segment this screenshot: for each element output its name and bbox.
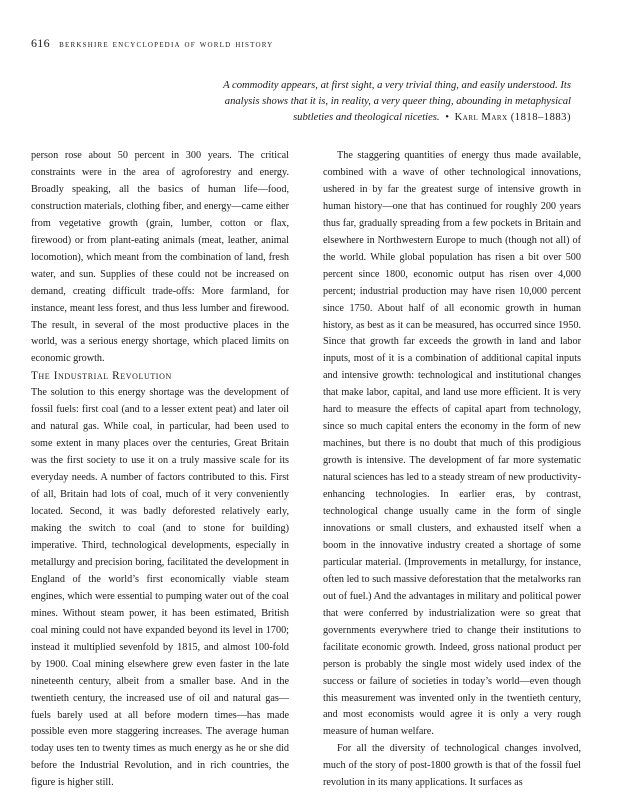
epigraph-author: Karl Marx (1818–1883) (454, 112, 571, 123)
body-paragraph: person rose about 50 percent in 300 years. The critical constraints were in the area of agroforestry and energy. Broadly speaking, all the basics of human life—food, construction materials, clothing fiber, and energy—came either from vegetative growth (grain, lumber, cotton or flax, firewood) or from plant-eating animals (meat, leather, animal locomotion), which meant from the combination of land, fresh water, and sun. Supplies of these could not be increased on demand, creating difficult trade-offs: More farmland, for instance, meant less forest, and thus less lumber and firewood. The result, in several of the most productive places in the world, was a serious energy shortage, which placed limits on economic growth. (31, 150, 289, 365)
body-paragraph: For all the diversity of technological changes involved, much of the story of post-1800 growth is that of the fossil fuel revolution in its many applications. It surfaces as (323, 743, 581, 789)
epigraph-quote: A commodity appears, at first sight, a very trivial thing, and easily understood. Its analysis shows that it is, in reality, a very queer thing, abounding in metaphysical subtleties and theological niceties. (223, 80, 571, 123)
epigraph-bullet: • (445, 112, 449, 123)
right-column (323, 148, 581, 792)
page-number: 616 (31, 36, 50, 50)
section-heading: The Industrial Revolution (31, 370, 172, 383)
left-column (31, 148, 289, 792)
running-title: berkshire encyclopedia of world history (59, 39, 274, 50)
body-paragraph: The staggering quantities of energy thus made available, combined with a wave of other technological innovations, ushered in by far the greatest surge of intensive growth in human history—one that has continued for roughly 200 years thus far, gradually spreading from a few pockets in Britain and elsewhere in Northwestern Europe to much (though not all) of the world. While global population has risen a bit over 500 percent since 1800, economic output has risen over 4,000 percent; industrial production may have risen 10,000 percent since 1750. About half of all economic growth in human history, as best as it can be measured, has occurred since 1950. Since that growth far exceeds the growth in land and labor inputs, most of it is a combination of additional capital inputs and intensive growth: technological and institutional changes that make labor, capital, and land use more efficient. It is very hard to measure the effects of capital apart from technology, since so much capital enters the economy in the form of new machines, but there is no doubt that much of this prodigious growth is intensive. The development of far more systematic natural sciences has led to a steady stream of new productivity-enhancing technologies. In earlier eras, by contrast, technological change usually came in the form of single innovations or small clusters, and exhausted itself when a boom in the innovative industry created a shortage of some particular material. (Improvements in metallurgy, for instance, often led to such massive deforestation that the metalworks ran out of fuel.) And the advantages in military and political power that were conferred by industrialization were so great that governments everywhere tried to change their institutions to facilitate economic growth. Indeed, gross national product per person is probably the single most widely used index of the success or failure of societies in today’s world—even though this measurement was invented only in the twentieth century, and most economists would agree it is only a very rough measure of human welfare. (323, 150, 581, 738)
epigraph (191, 78, 571, 126)
running-header (31, 36, 273, 51)
body-paragraph: The solution to this energy shortage was the development of fossil fuels: first coal (and to a lesser extent peat) and later oil and natural gas. While coal, in particular, had been used to some extent in many places over the centuries, Great Britain was the first society to use it on a truly massive scale for its everyday needs. A number of factors contributed to this. First of all, Britain had lots of coal, much of it very conveniently located. Second, it was badly deforested relatively early, making the switch to coal (and to stone for building) imperative. Third, technological developments, especially in metallurgy and precision boring, facilitated the development in England of the world’s first economically viable steam engines, which were essential to pumping water out of the coal mines. Without steam power, it has been estimated, British coal mining could not have expanded beyond its level in 1700; instead it multiplied sevenfold by 1815, and almost 100-fold by 1900. Coal mining elsewhere grew even faster in the late nineteenth century, albeit from a smaller base. And in the twentieth century, the increased use of oil and natural gas—fuels barely used at all before modern times—has made possible even more staggering increases. The average human today uses ten to twenty times as much energy as he or she did before the Industrial Revolution, and in rich countries, the figure is higher still. (31, 387, 289, 789)
